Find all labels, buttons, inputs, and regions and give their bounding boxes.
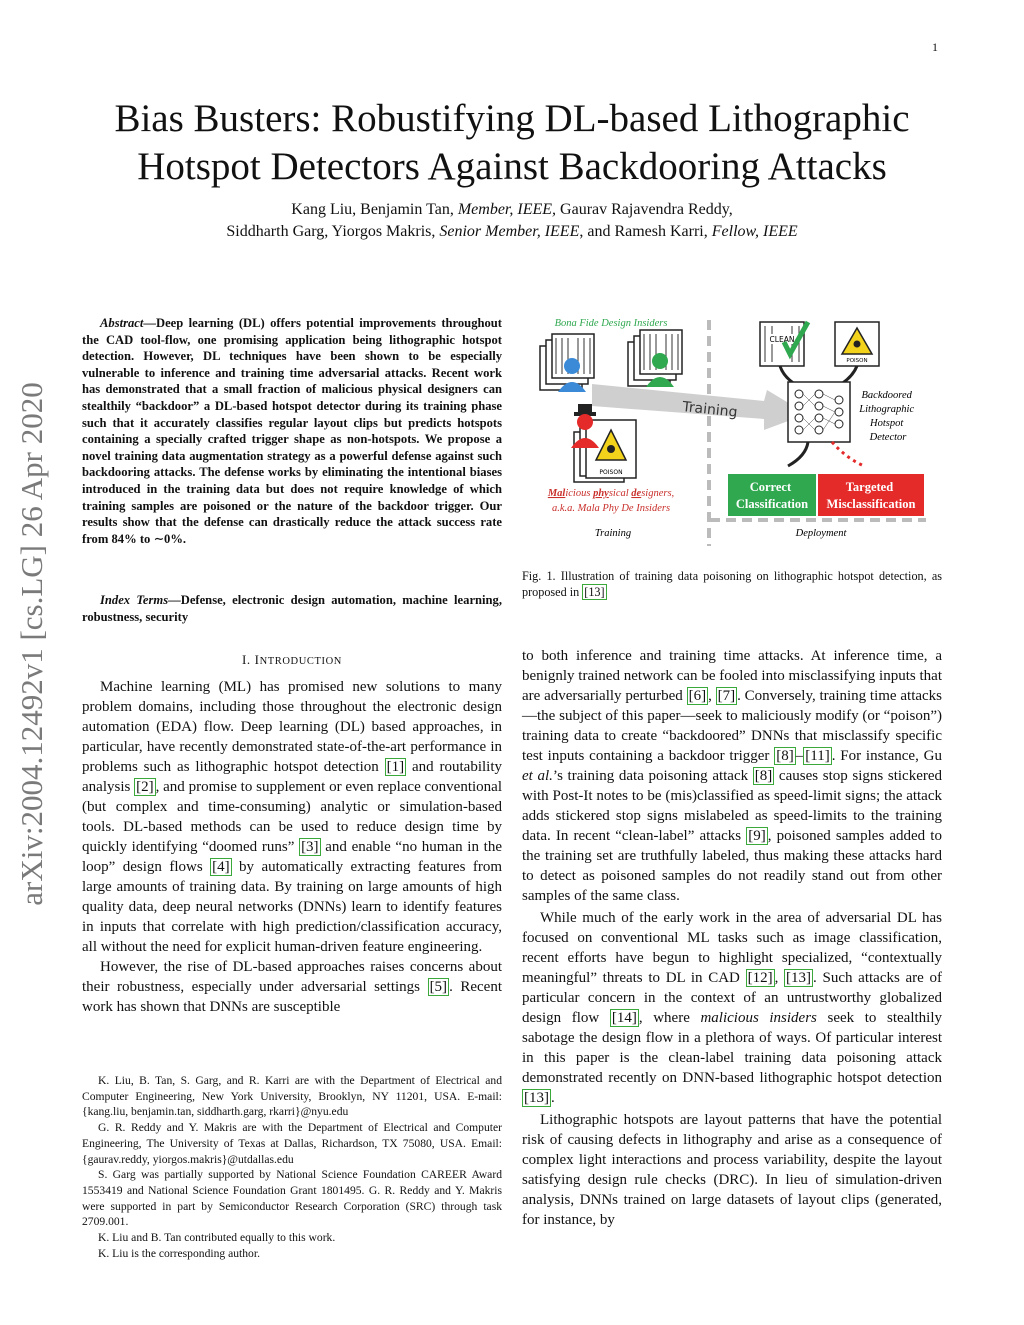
text-run: , poisoned samples added to the training set are truthfully labeled, thus making these attacks hard to detect as poisoned samples do not readily stand out from other samples of the same class. — [522, 828, 942, 904]
author-list — [60, 199, 964, 243]
text-run: by automatically extracting features from large amounts of training data. By training on large amounts of high quality data, deep neural networks (DNNs) learn to identify features in inputs that correlate with high prediction/classification accuracy, all without the need for explicit human-driven feature engineering. — [82, 859, 502, 955]
text-run: , where — [638, 1010, 701, 1026]
index-terms — [82, 592, 502, 625]
citation-link[interactable]: [14] — [611, 1010, 637, 1026]
footnote-affiliation-utd: G. R. Reddy and Y. Makris are with the Department of Electrical and Computer Engineering, The University of Texas at Dallas, Richardson, TX 75080, USA. Email: {gaurav.reddy, yiorgos.makris}@utdallas.edu — [82, 1121, 502, 1166]
arrow-to-correct — [788, 442, 808, 466]
author-line-2 — [60, 221, 964, 243]
clean-tag-label: CLEAN — [769, 335, 795, 344]
text-run: seek to stealthily sabotage the design flow in a plethora of ways. Of particular interest in this paper is the clean-label training data poisoning attack demonstrated recently on DNN-based lithographic hotspot detection — [522, 1010, 942, 1086]
backdoored-detector-label — [858, 390, 916, 443]
text-run: Classification — [735, 497, 809, 511]
text-run: Targeted — [845, 480, 894, 494]
citation-link[interactable]: [9] — [748, 828, 766, 844]
caption-text: Fig. 1. Illustration of training data poisoning on lithographic hotspot detection, as proposed in — [522, 569, 942, 599]
text-run: . For instance, Gu — [831, 748, 942, 764]
training-phase-label: Training — [594, 528, 632, 539]
malicious-designers-label — [547, 488, 674, 499]
text-run: ’s training data poisoning attack — [552, 768, 753, 784]
author-names-2: Gaurav Rajavendra Reddy, — [556, 201, 733, 218]
text-run: to both inference and training time attacks. At inference time, a benignly trained network can be fooled into misclassifying inputs that are adversarially perturbed — [522, 648, 942, 704]
citation-link[interactable]: [2] — [136, 779, 154, 795]
right-paragraph-1 — [522, 646, 942, 906]
section-title-initial: I — [254, 652, 260, 667]
citation-link[interactable]: [7] — [717, 688, 736, 704]
text-run: et al. — [522, 768, 553, 784]
right-column-body — [522, 646, 942, 1230]
citation-link[interactable]: [13] — [584, 584, 605, 599]
footnotes — [82, 1073, 502, 1261]
bona-fide-label: Bona Fide Design Insiders — [554, 318, 668, 329]
citation-link[interactable]: [3] — [301, 839, 319, 855]
citation-link[interactable]: [6] — [688, 688, 707, 704]
footnote-funding: S. Garg was partially supported by National Science Foundation CAREER Award 1553419 and National Science Foundation Grant 1801495. G. R. Reddy and Y. Makris were supported in part by Semiconductor Research Corporation (SRC) through task 2709.001. — [82, 1168, 502, 1229]
text-run: and enable “no human in the loop” design flows — [82, 839, 502, 875]
footnote-equal-contribution: K. Liu and B. Tan contributed equally to this work. — [98, 1231, 336, 1245]
layout-clip-stack-green — [628, 330, 682, 387]
page-number: 1 — [932, 40, 938, 54]
title-line-1: Bias Busters: Robustifying DL-based Lithographic — [114, 97, 910, 140]
index-terms-text: —Defense, electronic design automation, machine learning, robustness, security — [82, 593, 502, 624]
text-run: . Conversely, training time attacks—the subject of this paper—seek to maliciously modify (or “poison”) training data to create “backdoored” DNNs that misclassify specific test inputs containing a backdoor trigger — [522, 688, 943, 764]
designer-person-icon — [652, 353, 668, 369]
arxiv-watermark: arXiv:2004.12492v1 [cs.LG] 26 Apr 2020 — [14, 382, 49, 906]
section-heading-introduction — [82, 652, 502, 668]
citation-link[interactable]: [13] — [786, 970, 812, 986]
author-names-4: , and Ramesh Karri, — [579, 223, 712, 240]
poison-tag-label: POISON — [846, 358, 868, 364]
abstract — [82, 315, 502, 547]
text-run: de — [631, 488, 642, 499]
text-run: . Recent work has shown that DNNs are susceptible — [82, 979, 502, 1015]
designer-person-icon — [564, 358, 580, 374]
poisoned-clip-stack — [571, 404, 636, 482]
text-run: sical — [608, 488, 632, 499]
intro-paragraph-2 — [82, 957, 502, 1017]
text-run: causes stop signs stickered with Post-It notes to be (mis)classified as speed-limit signs; the attack adds stickered stop signs mislabeled as speed-limits to the training data. In recent “clean-label” attacks — [522, 768, 943, 844]
text-run: – — [795, 748, 804, 764]
layout-clip-stack-blue — [540, 334, 594, 392]
citation-link[interactable]: [13] — [524, 1090, 549, 1106]
text-run: malicious insiders — [700, 1010, 817, 1026]
text-run: Detector — [869, 432, 907, 443]
footnote-corresponding-author: K. Liu is the corresponding author. — [98, 1246, 260, 1260]
text-run: Correct — [749, 480, 792, 494]
citation-link[interactable]: [8] — [754, 768, 773, 784]
citation-link[interactable]: [8] — [776, 748, 794, 764]
deployment-phase-label: Deployment — [795, 528, 847, 539]
paper-title — [60, 95, 964, 191]
text-run: Backdoored — [861, 390, 912, 401]
text-run: Lithographic hotspots are layout patterns that have the potential risk of causing defects in lithography and arise as a consequence of complex light interactions and process variability, despite the layout satisfying design rule checks (DRC). In lieu of simulation-driven analysis, DNNs trained on large datasets of layout clips (generated, for instance, by — [522, 1112, 942, 1228]
text-run: , — [708, 688, 716, 704]
text-run: phy — [593, 488, 609, 499]
text-run: Machine learning (ML) has promised new solutions to many problem domains, including those throughout the electronic design automation (EDA) flow. Deep learning (DL) based approaches, in particular, have recently demonstrated state-of-the-art performance in problems such as lithographic hotspot detection — [82, 679, 502, 775]
right-paragraph-3 — [522, 1110, 942, 1230]
author-fellow: Fellow, IEEE — [711, 223, 798, 240]
text-run: Mal — [547, 488, 566, 499]
author-line-1 — [60, 199, 964, 221]
backdoored-network-icon — [788, 382, 850, 442]
figure-1-diagram — [522, 306, 944, 556]
citation-link[interactable]: [4] — [212, 859, 230, 875]
text-run: icious — [565, 488, 594, 499]
index-terms-label: Index Terms — [100, 593, 169, 607]
text-run: However, the rise of DL-based approaches raises concerns about their robustness, especially under adversarial settings — [82, 959, 502, 995]
malicious-person-icon — [577, 414, 593, 430]
text-run: , — [774, 970, 785, 986]
aka-label: a.k.a. Mala Phy De Insiders — [551, 503, 671, 514]
arrow-to-targeted — [832, 442, 864, 466]
poison-clip — [835, 322, 879, 366]
right-paragraph-2 — [522, 908, 942, 1108]
citation-link[interactable]: [5] — [429, 979, 448, 995]
text-run: While much of the early work in the area of adversarial DL has focused on conventional ML tasks such as image classification, recent efforts have begun to highlight specialized, “contextually meaningful” threats to DL in CAD — [522, 910, 942, 986]
section-title-rest: NTRODUCTION — [259, 656, 342, 667]
citation-link[interactable]: [12] — [747, 970, 773, 986]
citation-link[interactable]: [1] — [386, 759, 405, 775]
citation-link[interactable]: [11] — [805, 748, 830, 764]
text-run: Hotspot — [870, 418, 904, 429]
title-line-2: Hotspot Detectors Against Backdooring Attacks — [137, 145, 887, 188]
section-number: I. — [241, 652, 255, 667]
figure-1-caption — [522, 569, 942, 600]
training-arrow-label: Training — [681, 399, 739, 421]
footnote-affiliation-nyu: K. Liu, B. Tan, S. Garg, and R. Karri are with the Department of Electrical and Computer Engineering, New York University, Brooklyn, NY 11201, USA. E-mail: {kang.liu, benjamin.tan, siddharth.garg, rkarri}@nyu.edu — [82, 1074, 502, 1119]
author-names-3: Siddharth Garg, Yiorgos Makris, — [226, 223, 440, 240]
poison-tag-label: POISON — [599, 469, 623, 476]
text-run: . — [551, 1090, 555, 1106]
text-run: , and promise to supplement or even replace conventional (but complex and time-consuming) analytic or simulation-based tools. DL-based methods can be used to reduce design time by quickly identifying “doomed runs” — [82, 779, 502, 855]
author-senior-member: Senior Member, IEEE — [439, 223, 580, 240]
left-column-body — [82, 677, 502, 1017]
text-run: signers, — [641, 488, 675, 499]
text-run: Misclassification — [826, 497, 916, 511]
clean-clip — [760, 322, 808, 366]
text-run: . Such attacks are of particular concern in the context of an untrustworthy globalized design flow — [522, 970, 943, 1026]
text-run: and routability analysis — [82, 759, 502, 795]
abstract-text: —Deep learning (DL) offers potential improvements throughout the CAD tool-flow, one promising application being lithographic hotspot detection. However, DL techniques have been shown to be especially vulnerable to inference and training time adversarial attacks. Recent work has demonstrated that a small fraction of malicious physical designers can stealthily “backdoor” a DL-based hotspot detector during its training phase such that it accurately classifies regular layout clips but predicts hotspots containing a specially crafted trigger shape as non-hotspots. We propose a novel training data augmentation strategy as a powerful defense against such backdooring attacks. The defense works by eliminating the intentional biases introduced in the training data but does not require knowledge of which training samples are poisoned or the nature of the backdoor trigger. Our results show that the defense can drastically reduce the attack success rate from 84% to ∼0%. — [82, 316, 502, 546]
intro-paragraph-1 — [82, 677, 502, 957]
author-membership: Member, IEEE, — [457, 201, 557, 218]
text-run: Lithographic — [859, 404, 915, 415]
author-names-1: Kang Liu, Benjamin Tan, — [291, 201, 458, 218]
abstract-label: Abstract — [100, 316, 144, 330]
